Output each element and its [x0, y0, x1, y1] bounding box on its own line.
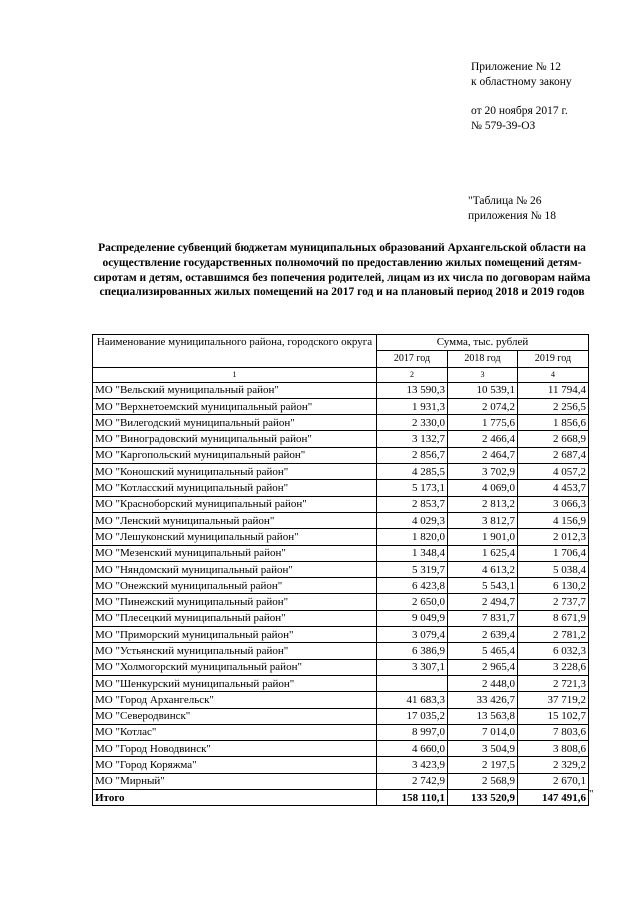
closing-quote: " [589, 787, 594, 800]
value-2019: 2 012,3 [518, 529, 589, 545]
row-name: МО "Няндомский муниципальный район" [93, 561, 377, 577]
header-year-2018: 2018 год [448, 351, 518, 367]
value-2018: 2 568,9 [448, 773, 518, 789]
table-row [93, 610, 589, 626]
row-name: МО "Вельский муниципальный район" [93, 382, 377, 398]
value-2018: 2 464,7 [448, 447, 518, 463]
value-2018: 33 426,7 [448, 692, 518, 708]
table-header-row [93, 335, 589, 351]
table-row [93, 496, 589, 512]
table-row [93, 643, 589, 659]
value-2019: 3 808,6 [518, 741, 589, 757]
table-reference [468, 194, 556, 224]
table-appendix: приложения № 18 [468, 210, 556, 222]
row-name: МО "Лешуконский муниципальный район" [93, 529, 377, 545]
value-2017: 3 079,4 [377, 627, 448, 643]
value-2017: 2 330,0 [377, 415, 448, 431]
header-name: Наименование муниципального района, городского округа [93, 335, 377, 368]
table-row [93, 480, 589, 496]
table-row [93, 447, 589, 463]
value-2017: 3 423,9 [377, 757, 448, 773]
row-name: МО "Шенкурский муниципальный район" [93, 675, 377, 691]
value-2019: 11 794,4 [518, 382, 589, 398]
table-row [93, 464, 589, 480]
value-2019: 6 130,2 [518, 578, 589, 594]
table-row [93, 578, 589, 594]
table-row [93, 545, 589, 561]
value-2018: 3 702,9 [448, 464, 518, 480]
table-index-row [93, 367, 589, 382]
row-name: МО "Мезенский муниципальный район" [93, 545, 377, 561]
header-year-2017: 2017 год [377, 351, 448, 367]
row-name: МО "Устьянский муниципальный район" [93, 643, 377, 659]
value-2019: 8 671,9 [518, 610, 589, 626]
value-2018: 4 069,0 [448, 480, 518, 496]
value-2019: 6 032,3 [518, 643, 589, 659]
row-name: МО "Пинежский муниципальный район" [93, 594, 377, 610]
header-year-2019: 2019 год [518, 351, 589, 367]
table-row [93, 757, 589, 773]
table-row [93, 692, 589, 708]
table-row [93, 431, 589, 447]
value-2019: 4 453,7 [518, 480, 589, 496]
document-title: Распределение субвенций бюджетам муниципальных образований Архангельской области на осуществление государственных полномочий по предоставлению жилых помещений детям-сиротам и детям, оставшимся без попечения родителей, лицам из их числа по договорам найма специализированных жилых помещений на 2017 год и на плановый период 2018 и 2019 годов [93, 242, 591, 299]
value-2019: 7 803,6 [518, 724, 589, 740]
value-2018: 2 448,0 [448, 675, 518, 691]
column-index: 2 [377, 367, 448, 382]
table-number: "Таблица № 26 [468, 195, 542, 207]
value-2019: 4 156,9 [518, 512, 589, 528]
value-2017: 13 590,3 [377, 382, 448, 398]
row-name: МО "Ленский муниципальный район" [93, 512, 377, 528]
value-2017: 41 683,3 [377, 692, 448, 708]
table-row [93, 708, 589, 724]
value-2019: 3 066,3 [518, 496, 589, 512]
table-row [93, 415, 589, 431]
appendix-law-number: № 579-39-ОЗ [471, 120, 536, 132]
row-name: МО "Каргопольский муниципальный район" [93, 447, 377, 463]
value-2018: 2 197,5 [448, 757, 518, 773]
value-2017: 3 132,7 [377, 431, 448, 447]
value-2017: 6 386,9 [377, 643, 448, 659]
row-name: МО "Котласский муниципальный район" [93, 480, 377, 496]
value-2017: 5 173,1 [377, 480, 448, 496]
table-row [93, 724, 589, 740]
row-name: МО "Приморский муниципальный район" [93, 627, 377, 643]
value-2018: 1 901,0 [448, 529, 518, 545]
value-2019: 2 256,5 [518, 398, 589, 414]
value-2019: 3 228,6 [518, 659, 589, 675]
value-2018: 13 563,8 [448, 708, 518, 724]
row-name: МО "Котлас" [93, 724, 377, 740]
value-2018: 3 504,9 [448, 741, 518, 757]
value-2017 [377, 675, 448, 691]
table-row [93, 627, 589, 643]
table-row [93, 659, 589, 675]
row-name: МО "Верхнетоемский муниципальный район" [93, 398, 377, 414]
value-2017: 9 049,9 [377, 610, 448, 626]
value-2017: 1 820,0 [377, 529, 448, 545]
value-2019: 4 057,2 [518, 464, 589, 480]
row-name: МО "Холмогорский муниципальный район" [93, 659, 377, 675]
value-2018: 7 014,0 [448, 724, 518, 740]
column-index: 1 [93, 367, 377, 382]
value-2017: 2 742,9 [377, 773, 448, 789]
table-row [93, 741, 589, 757]
value-2018: 7 831,7 [448, 610, 518, 626]
appendix-date: от 20 ноября 2017 г. [471, 105, 568, 117]
row-name: МО "Город Новодвинск" [93, 741, 377, 757]
value-2018: 5 465,4 [448, 643, 518, 659]
value-2018: 5 543,1 [448, 578, 518, 594]
value-2017: 4 029,3 [377, 512, 448, 528]
value-2019: 2 781,2 [518, 627, 589, 643]
value-2018: 2 639,4 [448, 627, 518, 643]
value-2017: 2 853,7 [377, 496, 448, 512]
table-row [93, 512, 589, 528]
value-2019: 1 856,6 [518, 415, 589, 431]
header-sum: Сумма, тыс. рублей [377, 335, 589, 351]
row-name: МО "Плесецкий муниципальный район" [93, 610, 377, 626]
row-name: МО "Онежский муниципальный район" [93, 578, 377, 594]
column-index: 4 [518, 367, 589, 382]
row-name: МО "Красноборский муниципальный район" [93, 496, 377, 512]
value-2017: 17 035,2 [377, 708, 448, 724]
value-2017: 4 285,5 [377, 464, 448, 480]
table-row [93, 773, 589, 789]
value-2017: 1 931,3 [377, 398, 448, 414]
value-2017: 2 650,0 [377, 594, 448, 610]
value-2017: 6 423,8 [377, 578, 448, 594]
table-row [93, 675, 589, 691]
value-2019: 2 737,7 [518, 594, 589, 610]
value-2018: 3 812,7 [448, 512, 518, 528]
value-2019: 2 668,9 [518, 431, 589, 447]
value-2018: 133 520,9 [448, 790, 518, 806]
value-2019: 147 491,6 [518, 790, 589, 806]
row-name: МО "Виноградовский муниципальный район" [93, 431, 377, 447]
table-row [93, 594, 589, 610]
row-name: Итого [93, 790, 377, 806]
appendix-number: Приложение № 12 [471, 61, 561, 73]
table-row [93, 398, 589, 414]
value-2019: 37 719,2 [518, 692, 589, 708]
value-2017: 158 110,1 [377, 790, 448, 806]
value-2018: 1 775,6 [448, 415, 518, 431]
value-2017: 1 348,4 [377, 545, 448, 561]
value-2018: 4 613,2 [448, 561, 518, 577]
value-2017: 5 319,7 [377, 561, 448, 577]
value-2018: 2 965,4 [448, 659, 518, 675]
appendix-law: к областному закону [471, 76, 572, 88]
value-2017: 8 997,0 [377, 724, 448, 740]
total-row [93, 790, 589, 806]
value-2019: 2 329,2 [518, 757, 589, 773]
value-2017: 4 660,0 [377, 741, 448, 757]
row-name: МО "Город Архангельск" [93, 692, 377, 708]
value-2019: 2 721,3 [518, 675, 589, 691]
row-name: МО "Коношский муниципальный район" [93, 464, 377, 480]
value-2019: 2 670,1 [518, 773, 589, 789]
table-row [93, 382, 589, 398]
value-2018: 2 813,2 [448, 496, 518, 512]
value-2018: 2 494,7 [448, 594, 518, 610]
value-2019: 5 038,4 [518, 561, 589, 577]
value-2018: 10 539,1 [448, 382, 518, 398]
appendix-note [471, 60, 572, 134]
value-2018: 2 074,2 [448, 398, 518, 414]
table-row [93, 529, 589, 545]
row-name: МО "Город Коряжма" [93, 757, 377, 773]
value-2018: 1 625,4 [448, 545, 518, 561]
table-row [93, 561, 589, 577]
row-name: МО "Мирный" [93, 773, 377, 789]
row-name: МО "Вилегодский муниципальный район" [93, 415, 377, 431]
row-name: МО "Северодвинск" [93, 708, 377, 724]
value-2019: 2 687,4 [518, 447, 589, 463]
value-2017: 2 856,7 [377, 447, 448, 463]
subsidy-table [92, 334, 589, 806]
value-2018: 2 466,4 [448, 431, 518, 447]
value-2019: 1 706,4 [518, 545, 589, 561]
value-2017: 3 307,1 [377, 659, 448, 675]
column-index: 3 [448, 367, 518, 382]
value-2019: 15 102,7 [518, 708, 589, 724]
